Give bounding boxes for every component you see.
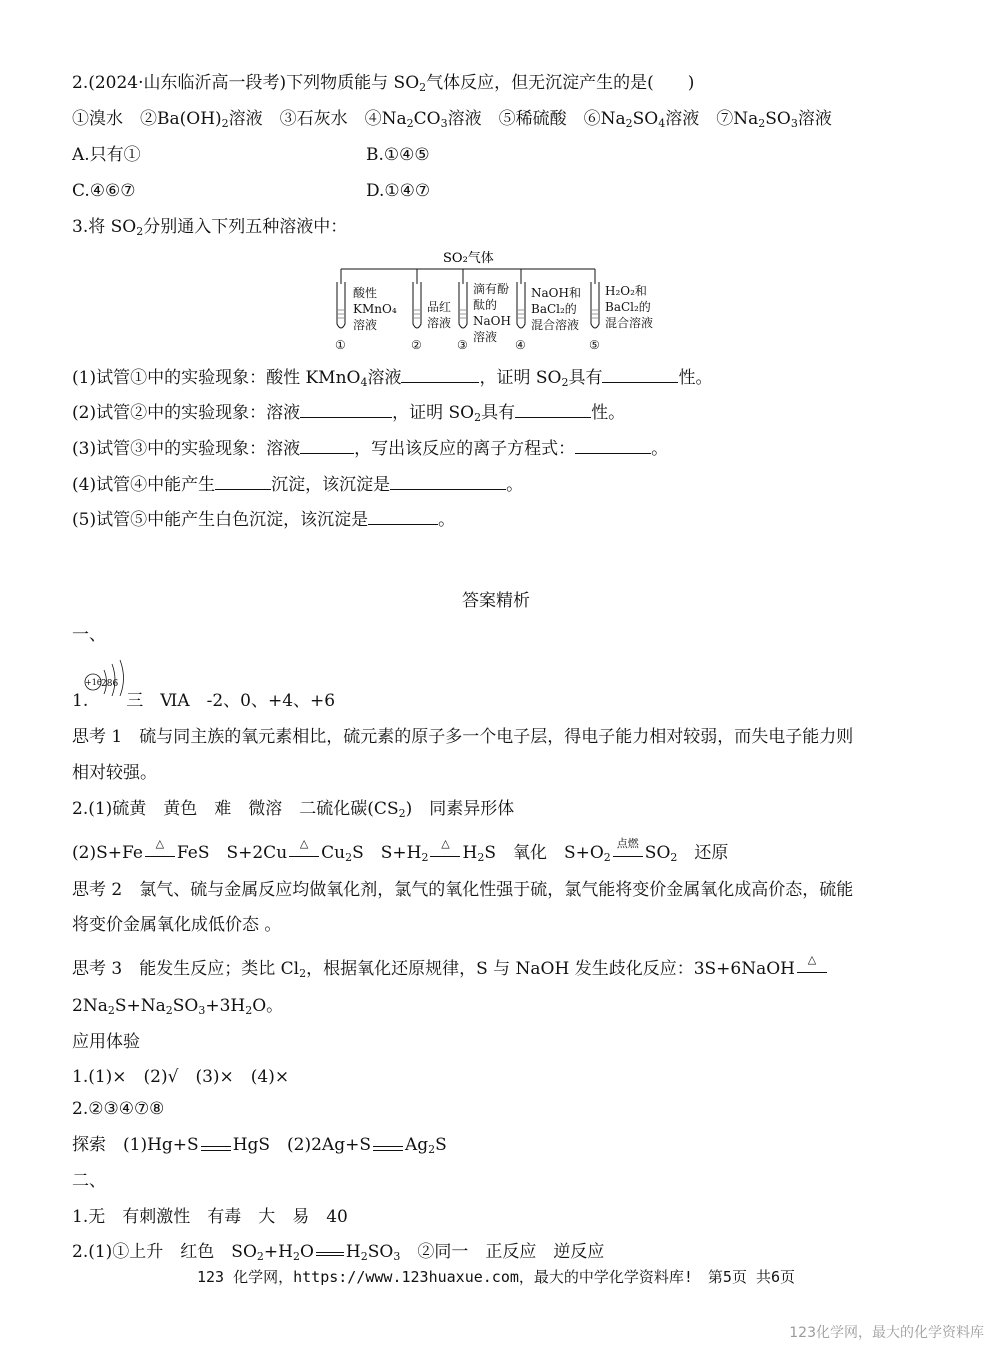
tube5-label-2: BaCl₂的 [605, 300, 651, 314]
tube3-label-2: 酞的 [473, 298, 498, 312]
tube1-label-1: 酸性 [353, 286, 378, 300]
tube2-label-2: 溶液 [427, 316, 452, 330]
tube2-number: ② [411, 338, 422, 352]
ignite-arrow: 点燃 [613, 842, 643, 864]
section-two-label: 二、 [72, 1171, 106, 1191]
answer-blank[interactable] [575, 437, 651, 454]
tube5-label-3: 混合溶液 [605, 316, 654, 330]
think-1-line-2: 相对较强。 [72, 763, 157, 783]
answer-b2: 2.(1)①上升 红色 $SO_2+H_2O$ $H_2SO_3$ ②同一 正反应 逆反应 [72, 1242, 605, 1263]
tube4-label-3: 混合溶液 [531, 318, 580, 332]
answer-b1: 1.无 有刺激性 有毒 大 易 40 [72, 1207, 348, 1227]
q2-choice-c: C.④⑥⑦ [72, 181, 136, 201]
answer-2-1: 2.(1)硫黄 黄色 难 微溶 二硫化碳$(CS_2)$ 同素异形体 [72, 799, 515, 820]
q2-choice-d: D.①④⑦ [366, 181, 431, 201]
tube5-number: ⑤ [589, 338, 600, 352]
answer-blank[interactable] [515, 401, 591, 418]
watermark: 123化学网，最大的化学资料库 [789, 1325, 984, 1341]
test-tube-diagram [325, 244, 665, 356]
answer-blank[interactable] [401, 366, 479, 383]
tube4-label-1: NaOH和 [531, 286, 581, 300]
heat-arrow: △ [797, 958, 827, 980]
tube4-label-2: BaCl₂的 [531, 302, 577, 316]
q3-stem: 3.将 $SO_2$分别通入下列五种溶液中： [72, 217, 348, 238]
equals-sign [201, 1134, 231, 1156]
svg-text:+16: +16 [85, 678, 102, 687]
answer-blank[interactable] [215, 473, 271, 490]
q3-part1: (1)试管①中的实验现象：酸性 KMnO$_4$溶液 ，证明 $SO_2$具有 性。 [72, 368, 713, 389]
heat-arrow: △ [145, 842, 175, 864]
q3-part2: (2)试管②中的实验现象：溶液 ，证明 $SO_2$具有 性。 [72, 403, 626, 424]
heat-arrow: △ [289, 842, 319, 864]
answers-heading: 答案精析 [462, 591, 530, 611]
svg-text:286: 286 [101, 679, 119, 689]
page-footer: 123 化学网，https://www.123huaxue.com，最大的中学化学资料库! 第5页 共6页 [196, 1268, 796, 1286]
answer-2-2: (2)S+Fe △ FeS S+2Cu △ $Cu_2S$ $S+H_2$ △ $H_2S$ 氧化 $S+O_2$ 点燃 $SO_2$ 还原 [72, 837, 729, 864]
think-3-line-1: 思考 3 能发生反应；类比 $Cl_2$，根据氧化还原规律，S 与 NaOH 发生歧化反应：3S+6NaOH △ [72, 958, 829, 980]
apply-title: 应用体验 [72, 1032, 140, 1052]
answer-1: 1. 三 ⅥA -2、0、+4、+6 [72, 691, 336, 711]
tube3-label-1: 滴有酚 [473, 282, 510, 296]
tube5-label-1: H₂O₂和 [605, 284, 647, 298]
section-one-label: 一、 [72, 625, 106, 645]
gas-label: SO₂气体 [443, 251, 494, 266]
reversible-arrow [316, 1241, 344, 1263]
tube4-number: ④ [515, 338, 526, 352]
answer-blank[interactable] [390, 473, 506, 490]
apply-1: 1.(1)× (2)√ (3)× (4)× [72, 1067, 290, 1087]
equals-sign [373, 1134, 403, 1156]
think-2-line-1: 思考 2 氯气、硫与金属反应均做氧化剂，氯气的氧化性强于硫，氯气能将变价金属氧化成高价态，硫能 [72, 880, 854, 900]
think-2-line-2: 将变价金属氧化成低价态 。 [72, 915, 282, 935]
think-3-line-2: $2Na_2S+Na_2SO_3+3H_2O$。 [72, 996, 284, 1017]
explore: 探索 (1)Hg+S HgS (2)2Ag+S $Ag_2S$ [72, 1135, 447, 1156]
apply-2: 2.②③④⑦⑧ [72, 1099, 165, 1119]
answer-blank[interactable] [300, 437, 354, 454]
tube1-label-3: 溶液 [353, 318, 378, 332]
q2-choice-b: B.①④⑤ [366, 145, 430, 165]
tube3-label-4: 溶液 [473, 330, 498, 344]
tube3-label-3: NaOH [473, 314, 511, 328]
answer-blank[interactable] [300, 401, 392, 418]
answer-blank[interactable] [368, 508, 438, 525]
q3-part4: (4)试管④中能产生 沉淀，该沉淀是 。 [72, 475, 524, 495]
think-1-line-1: 思考 1 硫与同主族的氧元素相比，硫元素的原子多一个电子层，得电子能力相对较弱，而失电子能力则 [72, 727, 854, 747]
answer-blank[interactable] [602, 366, 678, 383]
tube1-number: ① [335, 338, 346, 352]
q2-options: ①溴水 $②Ba(OH)_2$溶液 ③石灰水 $④Na_2CO_3$溶液 ⑤稀硫酸 $⑥Na_2SO_4$溶液 $⑦Na_2SO_3$溶液 [72, 109, 832, 130]
q3-part3: (3)试管③中的实验现象：溶液 ，写出该反应的离子方程式： 。 [72, 439, 669, 459]
q2-choice-a: A.只有① [72, 145, 141, 165]
heat-arrow: △ [430, 842, 460, 864]
tube3-number: ③ [457, 338, 468, 352]
tube2-label-1: 品红 [427, 300, 452, 314]
q3-part5: (5)试管⑤中能产生白色沉淀，该沉淀是 。 [72, 510, 456, 530]
tube1-label-2: KMnO₄ [353, 302, 397, 316]
q2-stem: 2.(2024·山东临沂高一段考)下列物质能与 $SO_2$气体反应，但无沉淀产生的是( ) [72, 73, 695, 94]
